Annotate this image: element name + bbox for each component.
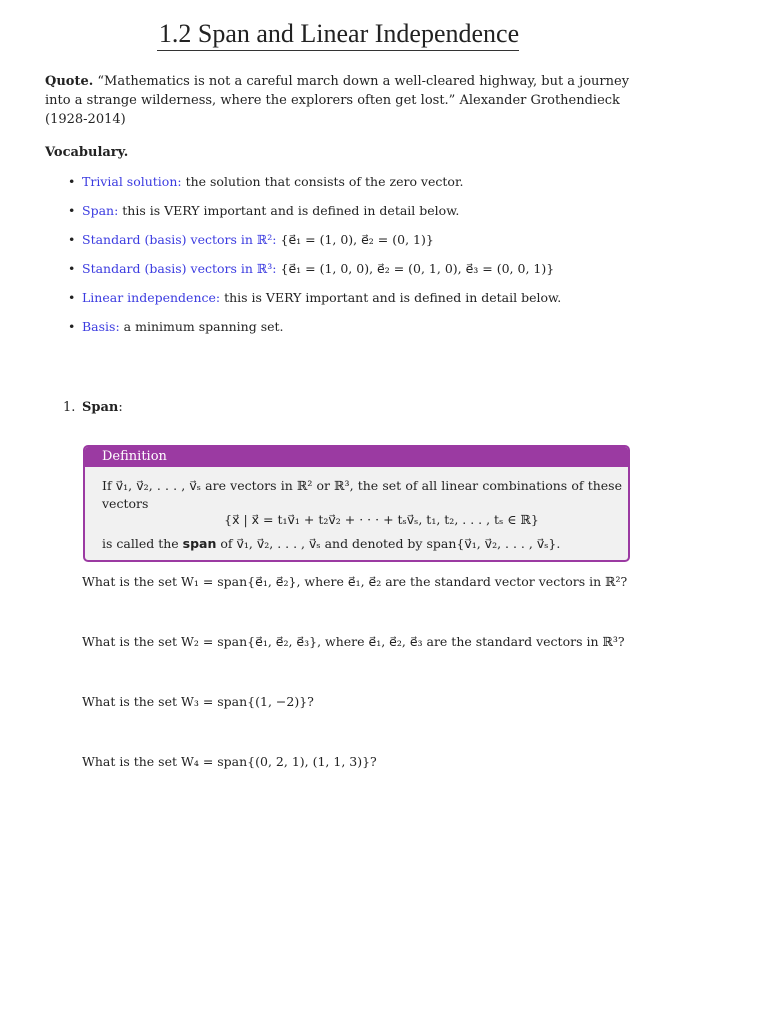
vocab-item-trivial-solution: [68, 173, 688, 191]
page-title: 1.2 Span and Linear Independence: [158, 19, 520, 48]
vocab-item-span: [68, 202, 688, 220]
vocabulary-heading: Vocabulary.: [45, 145, 129, 160]
bullet-icon: •: [68, 232, 76, 247]
bullet-icon: •: [68, 174, 76, 189]
definition-span-term: span: [182, 536, 217, 551]
definition-line3-post: of v⃗₁, v⃗₂, . . . , v⃗ₛ and denoted by span{v⃗₁, v⃗₂, . . . , v⃗ₛ}.: [216, 536, 561, 551]
section-title: [82, 399, 123, 417]
vocab-text: the solution that consists of the zero vector.: [181, 174, 464, 189]
definition-line3-pre: is called the: [102, 536, 183, 551]
vocab-item-standard-r2: [68, 231, 688, 249]
definition-formula: {x⃗ | x⃗ = t₁v⃗₁ + t₂v⃗₂ + · · · + tₛv⃗ₛ, t₁, t₂, . . . , tₛ ∈ ℝ}: [224, 512, 539, 527]
quote-text: “Mathematics is not a careful march down a well-cleared highway, but a journey into a strange wilderness, where the explorers often get lost.” Alexander Grothendieck (1928-2014): [45, 74, 630, 127]
definition-box: [83, 445, 630, 562]
bullet-icon: •: [68, 319, 76, 334]
vocab-text: {e⃗₁ = (1, 0), e⃗₂ = (0, 1)}: [276, 232, 434, 247]
quote-paragraph: [45, 72, 645, 129]
vocab-text: this is VERY important and is defined in detail below.: [220, 290, 562, 305]
vocab-term: Basis:: [82, 319, 120, 334]
definition-text-line1: If v⃗₁, v⃗₂, . . . , v⃗ₛ are vectors in ℝ² or ℝ³, the set of all linear combinations of these vectors: [102, 478, 622, 511]
vocab-term: Standard (basis) vectors in ℝ³:: [82, 261, 277, 276]
section-title-colon: :: [118, 400, 123, 415]
question-w4: What is the set W₄ = span{(0, 2, 1), (1, 1, 3)}?: [82, 754, 377, 769]
question-w2: What is the set W₂ = span{e⃗₁, e⃗₂, e⃗₃}, where e⃗₁, e⃗₂, e⃗₃ are the standard vectors in ℝ³?: [82, 634, 625, 649]
vocab-text: this is VERY important and is defined in detail below.: [118, 203, 460, 218]
vocab-term: Span:: [82, 203, 119, 218]
bullet-icon: •: [68, 290, 76, 305]
definition-header: Definition: [85, 447, 628, 467]
question-w3: What is the set W₃ = span{(1, −2)}?: [82, 694, 314, 709]
vocab-term: Linear independence:: [82, 290, 221, 305]
title-underline: [157, 50, 519, 51]
section-title-text: Span: [82, 400, 119, 415]
vocab-term: Standard (basis) vectors in ℝ²:: [82, 232, 277, 247]
quote-label: Quote.: [45, 74, 94, 89]
bullet-icon: •: [68, 203, 76, 218]
definition-text-line3: [102, 535, 622, 553]
bullet-icon: •: [68, 261, 76, 276]
vocab-item-basis: [68, 318, 688, 336]
section-number: 1.: [63, 400, 76, 415]
vocab-term: Trivial solution:: [82, 174, 182, 189]
vocab-text: a minimum spanning set.: [119, 319, 284, 334]
vocab-item-standard-r3: [68, 260, 688, 278]
vocab-item-linear-independence: [68, 289, 688, 307]
vocab-text: {e⃗₁ = (1, 0, 0), e⃗₂ = (0, 1, 0), e⃗₃ = (0, 0, 1)}: [276, 261, 555, 276]
question-w1: What is the set W₁ = span{e⃗₁, e⃗₂}, where e⃗₁, e⃗₂ are the standard vector vectors in ℝ²?: [82, 574, 628, 589]
